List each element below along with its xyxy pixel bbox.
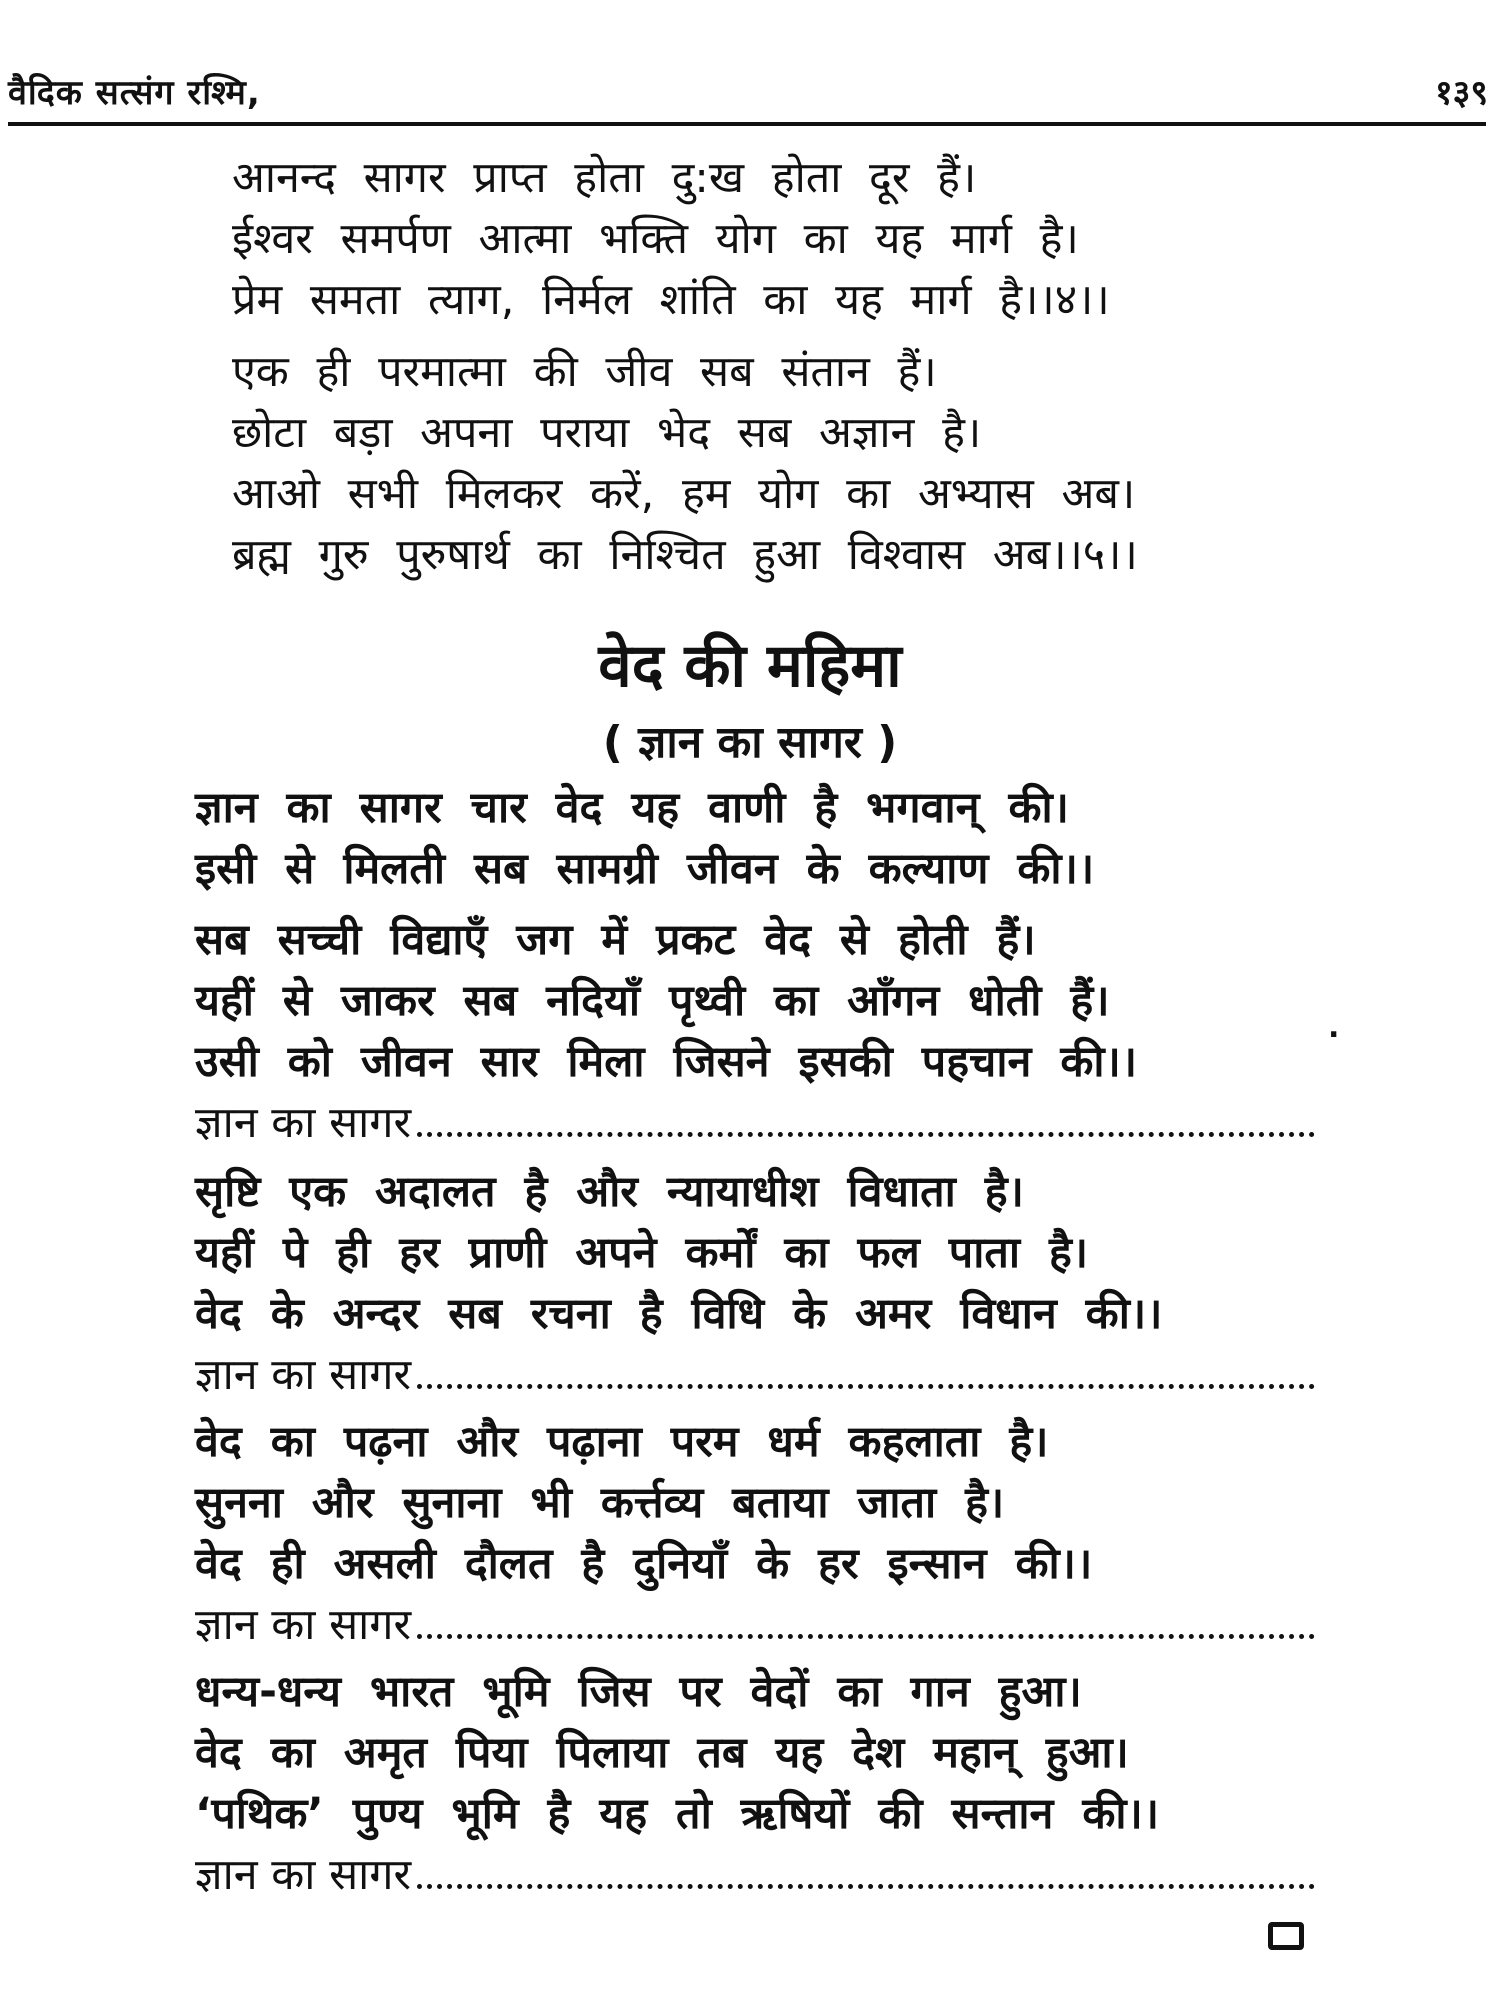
verse-line: सब सच्ची विद्याएँ जग में प्रकट वेद से होती हैं। bbox=[195, 915, 1036, 965]
verse-line: सुनना और सुनाना भी कर्त्तव्य बताया जाता है। bbox=[195, 1478, 1005, 1528]
refrain-dots bbox=[417, 1600, 1315, 1639]
running-header bbox=[8, 68, 1488, 128]
verse-line: वेद के अन्दर सब रचना है विधि के अमर विधान की।। bbox=[195, 1289, 1163, 1339]
verse-line: ज्ञान का सागर चार वेद यह वाणी है भगवान् की। bbox=[195, 783, 1069, 833]
refrain-dots bbox=[417, 1350, 1315, 1389]
verse-line: आओ सभी मिलकर करें, हम योग का अभ्यास अब। bbox=[232, 469, 1136, 519]
verse-line: वेद का अमृत पिया पिलाया तब यह देश महान् हुआ। bbox=[195, 1728, 1129, 1778]
song-verse-2 bbox=[195, 1162, 1315, 1406]
verse-line: वेद का पढ़ना और पढ़ाना परम धर्म कहलाता है। bbox=[195, 1417, 1049, 1467]
song-intro bbox=[195, 778, 1094, 900]
verse-line: वेद ही असली दौलत है दुनियाँ के हर इन्सान की।। bbox=[195, 1539, 1093, 1589]
refrain-text: ज्ञान का सागर bbox=[195, 1850, 412, 1900]
verse-line: सृष्टि एक अदालत है और न्यायाधीश विधाता है। bbox=[195, 1167, 1024, 1217]
refrain-line bbox=[195, 1595, 1315, 1656]
verse-line: छोटा बड़ा अपना पराया भेद सब अज्ञान है। bbox=[232, 408, 982, 458]
refrain-dots bbox=[417, 1098, 1315, 1137]
verse-line: यहीं पे ही हर प्राणी अपने कर्मों का फल पाता है। bbox=[195, 1228, 1089, 1278]
refrain-dots bbox=[417, 1850, 1315, 1889]
end-of-page-square-icon bbox=[1268, 1922, 1304, 1950]
refrain-line bbox=[195, 1093, 1315, 1154]
refrain-text: ज्ञान का सागर bbox=[195, 1098, 412, 1148]
verse-line: उसी को जीवन सार मिला जिसने इसकी पहचान की।। bbox=[195, 1037, 1138, 1087]
verse-line: प्रेम समता त्याग, निर्मल शांति का यह मार्ग है।।४।। bbox=[232, 275, 1110, 325]
stray-mark: . bbox=[1328, 1010, 1340, 1045]
verse-line: आनन्द सागर प्राप्त होता दु:ख होता दूर हैं। bbox=[232, 153, 977, 203]
verse-line: ‘पथिक’ पुण्य भूमि है यह तो ऋषियों की सन्तान की।। bbox=[195, 1789, 1160, 1839]
verse-line: इसी से मिलती सब सामग्री जीवन के कल्याण की।। bbox=[195, 844, 1095, 894]
book-title: वैदिक सत्संग रश्मि, bbox=[8, 73, 261, 113]
refrain-text: ज्ञान का सागर bbox=[195, 1600, 412, 1650]
refrain-line bbox=[195, 1845, 1315, 1906]
page-number: १३९ bbox=[1434, 73, 1488, 113]
song-title: वेद की महिमा bbox=[598, 631, 902, 701]
verse-line: यहीं से जाकर सब नदियाँ पृथ्वी का आँगन धोती हैं। bbox=[195, 976, 1110, 1026]
song-verse-3 bbox=[195, 1412, 1315, 1656]
verse-line: ब्रह्म गुरु पुरुषार्थ का निश्चित हुआ विश्वास अब।।५।। bbox=[232, 530, 1138, 580]
song-verse-1 bbox=[195, 910, 1315, 1154]
verse-line: ईश्वर समर्पण आत्मा भक्ति योग का यह मार्ग है। bbox=[232, 214, 1079, 264]
previous-poem-stanza-5 bbox=[232, 342, 1138, 586]
verse-line: धन्य-धन्य भारत भूमि जिस पर वेदों का गान हुआ। bbox=[195, 1667, 1082, 1717]
refrain-line bbox=[195, 1345, 1315, 1406]
previous-poem-stanza-4 bbox=[232, 148, 1110, 331]
verse-line: एक ही परमात्मा की जीव सब संतान हैं। bbox=[232, 347, 937, 397]
refrain-text: ज्ञान का सागर bbox=[195, 1350, 412, 1400]
song-verse-4 bbox=[195, 1662, 1315, 1906]
header-rule bbox=[8, 122, 1486, 126]
song-subtitle: ( ज्ञान का सागर ) bbox=[602, 717, 898, 768]
